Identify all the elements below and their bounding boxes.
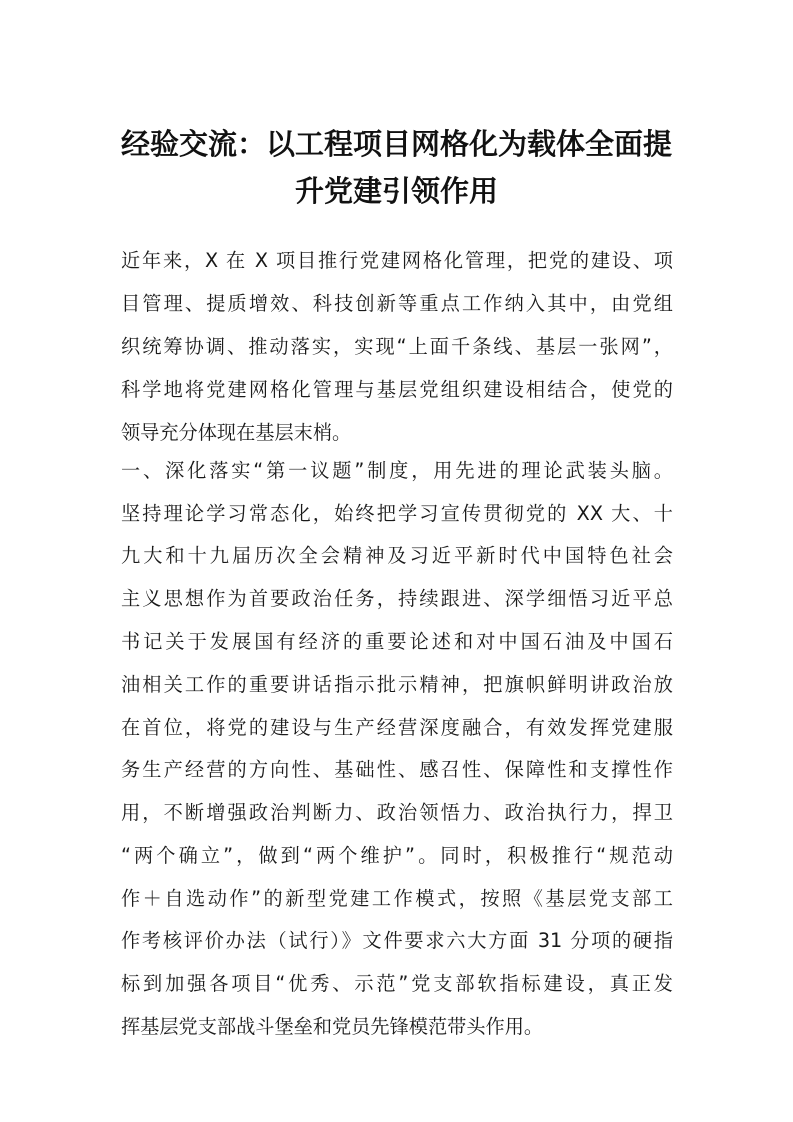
document-title-line-2: 升党建引领作用: [294, 174, 498, 208]
section-1-line-4: 书记关于发展国有经济的重要论述和对中国石油及中国石: [121, 630, 673, 653]
section-1-line-7: 务生产经营的方向性、基础性、感召性、保障性和支撑性作: [121, 758, 673, 781]
section-1-line-8: 用，不断增强政治判断力、政治领悟力、政治执行力，捍卫: [121, 801, 673, 824]
section-1-line-3: 主义思想作为首要政治任务，持续跟进、深学细悟习近平总: [121, 587, 673, 610]
section-1-line-6: 在首位，将党的建设与生产经营深度融合，有效发挥党建服: [121, 716, 673, 739]
intro-line-4: 科学地将党建网格化管理与基层党组织建设相结合，使党的: [121, 378, 673, 401]
document-title-line-1: 经验交流：以工程项目网格化为载体全面提: [120, 127, 672, 161]
intro-line-3: 织统筹协调、推动落实，实现“上面千条线、基层一张网”，: [121, 335, 673, 358]
intro-line-2: 目管理、提质增效、科技创新等重点工作纳入其中，由党组: [121, 292, 673, 315]
section-1-line-5: 油相关工作的重要讲话指示批示精神，把旗帜鲜明讲政治放: [121, 673, 673, 696]
intro-line-5: 领导充分体现在基层末梢。: [121, 421, 352, 444]
section-1-line-11: 作考核评价办法（试行）》文件要求六大方面 31 分项的硬指: [121, 929, 673, 952]
section-1-heading: 一、深化落实“第一议题”制度，用先进的理论武装头脑。: [121, 459, 673, 482]
section-1-line-2: 九大和十九届历次全会精神及习近平新时代中国特色社会: [121, 544, 673, 567]
intro-line-1: 近年来，X 在 X 项目推行党建网格化管理，把党的建设、项: [121, 249, 673, 272]
section-1-line-12: 标到加强各项目“优秀、示范”党支部软指标建设，真正发: [121, 972, 673, 995]
section-1-line-9: “两个确立”，做到“两个维护”。同时，积极推行“规范动: [121, 844, 673, 867]
section-1-line-10: 作＋自选动作”的新型党建工作模式，按照《基层党支部工: [121, 887, 673, 910]
section-1-line-13: 挥基层党支部战斗堡垒和党员先锋模范带头作用。: [121, 1015, 544, 1038]
section-1-line-1: 坚持理论学习常态化，始终把学习宣传贯彻党的 XX 大、十: [121, 502, 673, 525]
